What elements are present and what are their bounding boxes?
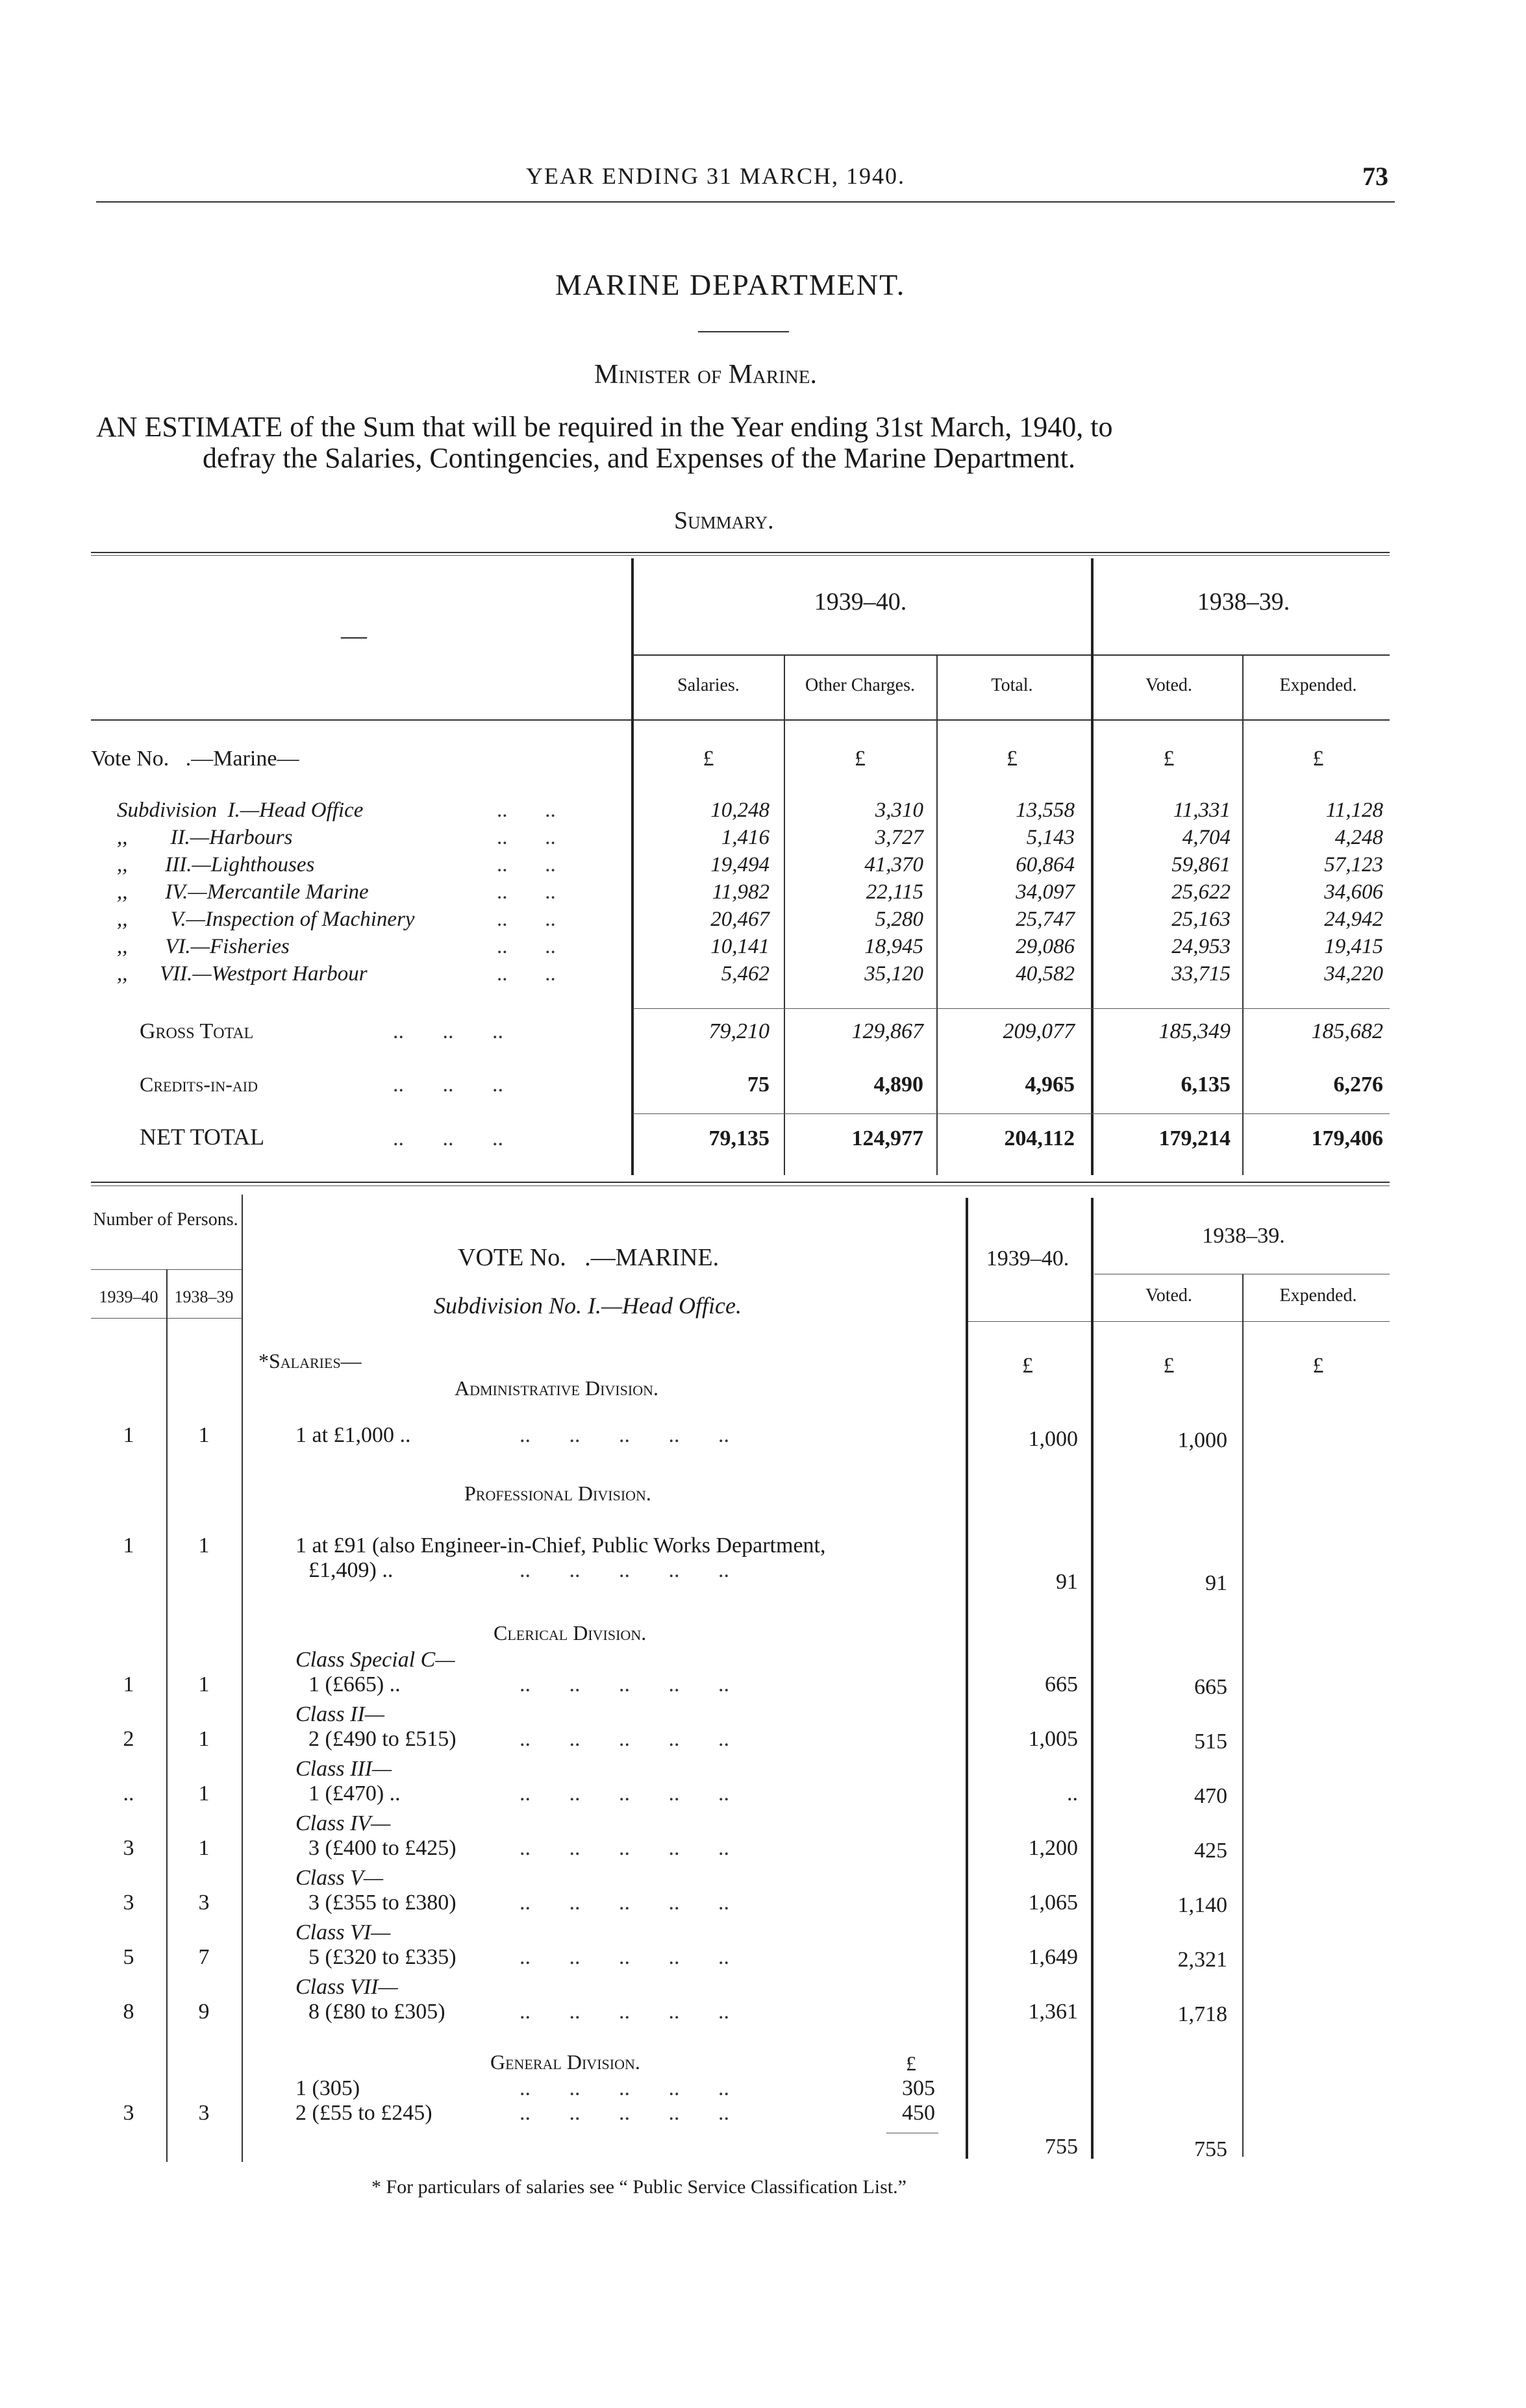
summary-pound-5: £ (1312, 747, 1324, 771)
summary-subdivision-dots: .. .. (497, 962, 556, 986)
summary-subdivision-expended: 34,606 (1324, 880, 1383, 904)
vote-title: VOTE No. .—MARINE. (458, 1244, 719, 1271)
clerical-dots: .. .. .. .. .. (519, 1781, 729, 1806)
summary-subdivision-other: 5,280 (875, 908, 923, 931)
summary-subdivision-total: 40,582 (1016, 962, 1075, 986)
vote-col-expended: Expended. (1279, 1285, 1357, 1306)
summary-year-rule (633, 654, 1390, 656)
summary-subdivision-label: Subdivision I.—Head Office (117, 799, 364, 822)
summary-subdivision-dots: .. .. (497, 826, 556, 849)
summary-net-expended: 179,406 (1311, 1126, 1383, 1150)
clerical-persons-previous: 1 (198, 1727, 210, 1751)
general-line2-dots: .. .. .. .. .. (519, 2101, 729, 2125)
vote-vline-persons (242, 1195, 243, 2162)
general-current: 755 (1045, 2135, 1078, 2159)
summary-subdivision-dots: .. .. (497, 880, 556, 904)
summary-subdivision-voted: 25,163 (1171, 908, 1231, 931)
vote-pound-expended: £ (1312, 1354, 1324, 1378)
summary-pound-4: £ (1163, 747, 1175, 771)
clerical-persons-previous: 1 (198, 1781, 210, 1806)
summary-subdivision-expended: 11,128 (1325, 799, 1383, 822)
summary-net-other: 124,977 (851, 1126, 923, 1150)
summary-credits-dots: .. .. .. (393, 1073, 503, 1097)
clerical-division-heading: Clerical Division. (494, 1621, 647, 1645)
summary-gross-label: Gross Total (140, 1019, 254, 1043)
header-rule (96, 201, 1395, 203)
prof-p2: 1 (198, 1533, 210, 1558)
summary-gross-other: 129,867 (851, 1019, 923, 1043)
summary-pound-3: £ (1007, 747, 1018, 771)
summary-bottom-rule-2 (91, 1185, 1390, 1186)
summary-year-previous: 1938–39. (1197, 588, 1290, 615)
summary-net-voted: 179,214 (1158, 1126, 1231, 1150)
clerical-persons-previous: 7 (198, 1945, 210, 1969)
summary-credits-salaries: 75 (747, 1073, 769, 1097)
summary-col-voted: Voted. (1145, 675, 1192, 695)
clerical-class-label: Class IV— (295, 1811, 391, 1835)
summary-gross-total: 209,077 (1003, 1019, 1075, 1043)
summary-gross-salaries: 79,210 (708, 1019, 769, 1043)
clerical-persons-current: .. (123, 1781, 134, 1806)
clerical-amount-previous: 1,140 (1177, 1893, 1227, 1917)
clerical-persons-previous: 3 (198, 1891, 210, 1915)
vote-col-voted: Voted. (1145, 1285, 1192, 1306)
summary-subdivision-total: 5,143 (1026, 826, 1075, 849)
estimate-line-2: defray the Salaries, Contingencies, and Expenses of the Marine Department. (203, 442, 1075, 474)
general-p1: 3 (123, 2101, 134, 2125)
clerical-amount-previous: 2,321 (1177, 1948, 1227, 1972)
running-title: YEAR ENDING 31 MARCH, 1940. (526, 163, 905, 189)
summary-header-rule (91, 719, 1390, 721)
clerical-persons-current: 1 (123, 1672, 134, 1696)
summary-subdivision-other: 35,120 (864, 962, 923, 986)
prof-line-1: 1 at £91 (also Engineer-in-Chief, Public Works Department, (295, 1533, 826, 1558)
summary-subdivision-expended: 19,415 (1324, 935, 1383, 958)
summary-subdivision-voted: 59,861 (1171, 853, 1231, 876)
clerical-dots: .. .. .. .. .. (519, 1672, 729, 1696)
vote-pound-voted: £ (1163, 1354, 1175, 1378)
clerical-class-label: Class VI— (295, 1920, 391, 1944)
summary-subdivision-label: ,, III.—Lighthouses (117, 853, 315, 876)
summary-subdivision-voted: 11,331 (1173, 799, 1231, 822)
summary-vline-years (1091, 558, 1094, 1175)
summary-subdivision-expended: 24,942 (1324, 908, 1383, 931)
vote-header-rule (968, 1321, 1390, 1322)
summary-subdivision-other: 18,945 (864, 935, 923, 958)
vote-vline-voted (1242, 1274, 1244, 2157)
summary-vote-label: Vote No. .—Marine— (91, 747, 299, 771)
clerical-persons-previous: 1 (198, 1836, 210, 1860)
summary-subdivision-label: ,, V.—Inspection of Machinery (117, 908, 415, 931)
general-division-heading: General Division. (490, 2050, 640, 2074)
clerical-grade-label: 1 (£665) .. (308, 1672, 401, 1696)
general-line2-amount: 450 (902, 2101, 935, 2125)
clerical-amount-current: 1,361 (1028, 2000, 1078, 2024)
summary-bottom-rule (91, 1182, 1390, 1183)
department-title: MARINE DEPARTMENT. (555, 268, 906, 301)
summary-subdivision-expended: 34,220 (1324, 962, 1383, 986)
vote-col-current: 1939–40. (986, 1247, 1069, 1271)
summary-gross-voted: 185,349 (1158, 1019, 1231, 1043)
clerical-dots: .. .. .. .. .. (519, 2000, 729, 2024)
summary-subdivision-dots: .. .. (497, 935, 556, 958)
summary-subdivision-voted: 24,953 (1171, 935, 1231, 958)
clerical-amount-current: 1,065 (1028, 1891, 1078, 1915)
vote-persons-year-a: 1939–40 (99, 1287, 158, 1306)
summary-col-salaries: Salaries. (677, 675, 740, 695)
summary-subdivision-dots: .. .. (497, 908, 556, 931)
summary-net-rule (633, 1113, 1390, 1114)
summary-subdivision-salaries: 10,248 (710, 799, 769, 822)
vote-persons-heading: Number of Persons. (93, 1210, 238, 1230)
summary-subdivision-total: 29,086 (1016, 935, 1075, 958)
summary-subdivision-label: ,, VII.—Westport Harbour (117, 962, 368, 986)
clerical-dots: .. .. .. .. .. (519, 1727, 729, 1751)
summary-credits-label: Credits-in-aid (140, 1073, 258, 1096)
summary-subdivision-label: ,, IV.—Mercantile Marine (117, 880, 369, 904)
clerical-persons-current: 3 (123, 1836, 134, 1860)
clerical-dots: .. .. .. .. .. (519, 1836, 729, 1860)
clerical-dots: .. .. .. .. .. (519, 1891, 729, 1915)
prof-p1: 1 (123, 1533, 134, 1558)
minister-heading: Minister of Marine. (594, 360, 818, 390)
clerical-amount-previous: 665 (1194, 1675, 1227, 1699)
summary-subdivision-salaries: 20,467 (710, 908, 769, 931)
summary-subdivision-dots: .. .. (497, 853, 556, 876)
summary-gross-expended: 185,682 (1311, 1019, 1383, 1043)
summary-net-total: 204,112 (1004, 1126, 1075, 1150)
summary-subdivision-voted: 33,715 (1171, 962, 1231, 986)
summary-credits-total: 4,965 (1025, 1073, 1075, 1097)
clerical-class-label: Class III— (295, 1757, 392, 1781)
prof-current: 91 (1056, 1570, 1078, 1594)
summary-subdivision-expended: 4,248 (1334, 826, 1383, 849)
summary-pound-1: £ (703, 747, 714, 771)
clerical-persons-current: 2 (123, 1727, 134, 1751)
clerical-amount-current: .. (1067, 1781, 1078, 1806)
clerical-persons-current: 8 (123, 2000, 134, 2024)
summary-subdivision-salaries: 1,416 (721, 826, 769, 849)
admin-dots: .. .. .. .. .. (519, 1423, 729, 1447)
summary-subdivision-total: 13,558 (1016, 799, 1075, 822)
summary-col-other: Other Charges. (805, 675, 915, 695)
general-p2: 3 (198, 2101, 210, 2125)
clerical-grade-label: 3 (£355 to £380) (308, 1891, 457, 1915)
summary-gross-rule (633, 1008, 1390, 1009)
clerical-persons-current: 3 (123, 1891, 134, 1915)
vote-vline-persons-mid (166, 1269, 168, 2162)
clerical-amount-current: 665 (1045, 1672, 1078, 1696)
clerical-class-label: Class Special C— (295, 1648, 455, 1672)
clerical-grade-label: 1 (£470) .. (308, 1781, 401, 1806)
general-pound: £ (906, 2052, 916, 2075)
summary-subdivision-other: 3,310 (875, 799, 923, 822)
admin-current: 1,000 (1028, 1427, 1078, 1451)
prof-dots: .. .. .. .. .. (519, 1558, 729, 1582)
admin-p1: 1 (123, 1423, 134, 1447)
professional-division-heading: Professional Division. (464, 1482, 651, 1505)
summary-subdivision-voted: 25,622 (1171, 880, 1231, 904)
clerical-persons-previous: 1 (198, 1672, 210, 1696)
prof-previous: 91 (1205, 1571, 1227, 1595)
summary-subdivision-salaries: 11,982 (712, 880, 769, 904)
summary-subdivision-salaries: 5,462 (721, 962, 769, 986)
admin-p2: 1 (198, 1423, 210, 1447)
summary-col-total: Total. (991, 675, 1033, 695)
summary-credits-voted: 6,135 (1181, 1073, 1231, 1097)
summary-subdivision-total: 60,864 (1016, 853, 1075, 876)
summary-net-label: NET TOTAL (140, 1124, 265, 1150)
clerical-persons-previous: 9 (198, 2000, 210, 2024)
general-line1-amount: 305 (902, 2076, 935, 2100)
page-number: 73 (1362, 162, 1388, 191)
admin-division-heading: Administrative Division. (455, 1376, 658, 1400)
summary-gross-dots: .. .. .. (393, 1019, 503, 1043)
clerical-grade-label: 8 (£80 to £305) (308, 2000, 445, 2024)
summary-subdivision-dots: .. .. (497, 799, 556, 822)
prof-label: £1,409) .. (308, 1558, 394, 1582)
vote-salaries-label: *Salaries— (258, 1349, 362, 1372)
title-rule (698, 331, 789, 332)
admin-label: 1 at £1,000 .. (295, 1423, 411, 1447)
general-previous: 755 (1194, 2137, 1227, 2161)
summary-subdivision-voted: 4,704 (1182, 826, 1231, 849)
clerical-persons-current: 5 (123, 1945, 134, 1969)
clerical-class-label: Class II— (295, 1702, 384, 1726)
clerical-amount-current: 1,200 (1028, 1836, 1078, 1860)
summary-year-current: 1939–40. (814, 588, 907, 615)
summary-top-rule (91, 552, 1390, 553)
clerical-dots: .. .. .. .. .. (519, 1945, 729, 1969)
summary-subdivision-other: 3,727 (875, 826, 923, 849)
clerical-class-label: Class V— (295, 1866, 384, 1890)
clerical-amount-current: 1,649 (1028, 1945, 1078, 1969)
summary-subdivision-expended: 57,123 (1324, 853, 1383, 876)
vote-col-previous: 1938–39. (1202, 1224, 1285, 1248)
vote-vline-previous (1091, 1198, 1094, 2159)
summary-credits-expended: 6,276 (1333, 1073, 1383, 1097)
clerical-grade-label: 2 (£490 to £515) (308, 1727, 457, 1751)
summary-subdivision-other: 41,370 (864, 853, 923, 876)
summary-credits-other: 4,890 (873, 1073, 923, 1097)
vote-persons-year-b: 1938–39 (174, 1287, 234, 1306)
clerical-amount-previous: 515 (1194, 1730, 1227, 1754)
clerical-amount-current: 1,005 (1028, 1727, 1078, 1751)
general-line1-dots: .. .. .. .. .. (519, 2076, 729, 2100)
admin-previous: 1,000 (1177, 1428, 1227, 1452)
clerical-amount-previous: 1,718 (1177, 2002, 1227, 2026)
vote-pound-current: £ (1022, 1354, 1033, 1378)
clerical-amount-previous: 425 (1194, 1839, 1227, 1863)
summary-heading: Summary. (674, 507, 774, 534)
clerical-amount-previous: 470 (1194, 1784, 1227, 1808)
footnote: * For particulars of salaries see “ Public Service Classification List.” (371, 2176, 907, 2198)
summary-net-dots: .. .. .. (393, 1126, 503, 1150)
summary-col-expended: Expended. (1279, 675, 1357, 695)
estimate-line-1: AN ESTIMATE of the Sum that will be required in the Year ending 31st March, 1940, to (96, 411, 1113, 443)
general-line1-label: 1 (305) (295, 2076, 360, 2100)
summary-dash: — (341, 621, 367, 650)
summary-net-salaries: 79,135 (708, 1126, 769, 1150)
summary-pound-2: £ (855, 747, 866, 771)
summary-subdivision-label: ,, VI.—Fisheries (117, 935, 290, 958)
clerical-grade-label: 5 (£320 to £335) (308, 1945, 457, 1969)
vote-subdivision-heading: Subdivision No. I.—Head Office. (434, 1293, 742, 1319)
summary-subdivision-total: 34,097 (1016, 880, 1075, 904)
summary-subdivision-other: 22,115 (866, 880, 923, 904)
summary-subdivision-label: ,, II.—Harbours (117, 826, 293, 849)
summary-subdivision-salaries: 19,494 (710, 853, 769, 876)
summary-subdivision-total: 25,747 (1016, 908, 1075, 931)
clerical-class-label: Class VII— (295, 1975, 398, 1999)
summary-subdivision-salaries: 10,141 (710, 935, 769, 958)
clerical-grade-label: 3 (£400 to £425) (308, 1836, 457, 1860)
summary-top-rule-2 (91, 555, 1390, 556)
general-line2-label: 2 (£55 to £245) (295, 2101, 432, 2125)
